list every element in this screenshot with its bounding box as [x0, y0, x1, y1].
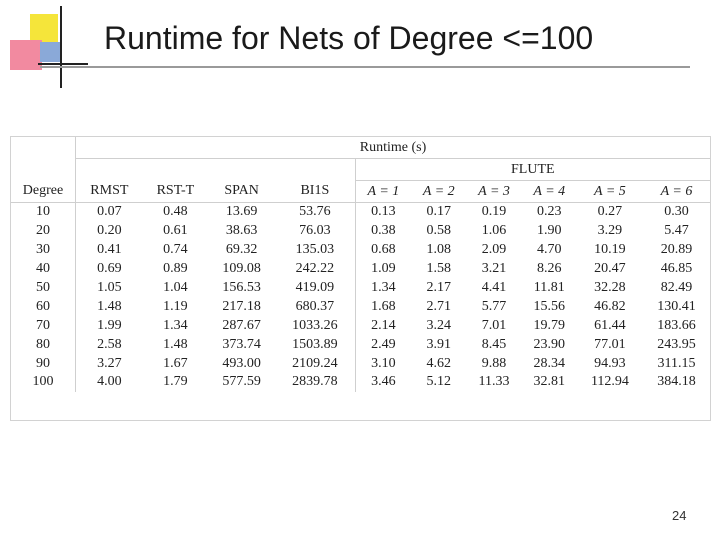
header-runtime-group: Runtime (s): [76, 137, 711, 159]
runtime-cell: 4.70: [537, 242, 562, 258]
table-row: [11, 373, 710, 392]
degree-cell: 20: [36, 223, 50, 239]
runtime-cell: 419.09: [295, 280, 335, 295]
table-row: [11, 203, 710, 222]
runtime-cell: 577.59: [222, 374, 261, 390]
runtime-cell: 130.41: [657, 298, 696, 314]
runtime-cell: 1.08: [426, 242, 452, 258]
runtime-cell: 0.48: [163, 204, 188, 220]
degree-cell: 90: [36, 355, 50, 371]
runtime-cell: 4.00: [76, 373, 143, 392]
runtime-cell: 156.53: [222, 280, 261, 295]
runtime-cell: 61.44: [594, 317, 626, 333]
table-row: [11, 354, 710, 373]
runtime-cell: 7.01: [481, 317, 507, 333]
runtime-cell: 38.63: [225, 223, 258, 239]
title-divider: [40, 66, 690, 68]
runtime-cell: 1.90: [537, 223, 562, 239]
runtime-cell: 183.66: [657, 317, 696, 333]
column-header: Degree: [11, 181, 76, 203]
runtime-cell: 0.61: [163, 223, 188, 239]
runtime-cell: 1.99: [76, 316, 143, 335]
runtime-cell: 373.74: [222, 336, 261, 352]
runtime-cell: 3.10: [355, 354, 411, 373]
runtime-cell: 217.18: [222, 298, 261, 314]
runtime-cell: 5.12: [426, 374, 452, 390]
runtime-cell: 311.15: [657, 355, 696, 371]
runtime-cell: 23.90: [533, 336, 566, 352]
header-empty-cell: [76, 159, 356, 181]
header-row-columns: [11, 181, 710, 203]
runtime-cell: 20.47: [594, 261, 626, 277]
runtime-cell: 1.05: [76, 279, 143, 298]
runtime-cell: 1.67: [163, 355, 188, 371]
column-header: A = 2: [411, 181, 466, 203]
table-row: [11, 316, 710, 335]
runtime-cell: 3.46: [355, 373, 411, 392]
runtime-cell: 10.19: [594, 242, 626, 258]
table-body: [11, 203, 710, 392]
runtime-cell: 0.69: [76, 260, 143, 279]
column-header: A = 4: [522, 181, 577, 203]
runtime-cell: 69.32: [225, 242, 258, 258]
runtime-cell: 2.09: [481, 242, 507, 258]
logo-pink-square: [10, 40, 42, 70]
header-flute-group: FLUTE: [355, 159, 710, 181]
runtime-cell: 0.17: [426, 204, 452, 220]
runtime-cell: 11.33: [478, 374, 510, 390]
runtime-cell: 28.34: [533, 355, 566, 371]
runtime-cell: 2.17: [426, 280, 452, 295]
runtime-cell: 3.21: [481, 261, 507, 277]
runtime-cell: 1.34: [163, 317, 188, 333]
runtime-cell: 2.49: [355, 335, 411, 354]
runtime-cell: 15.56: [533, 298, 566, 314]
runtime-cell: 53.76: [299, 204, 331, 220]
runtime-cell: 1.09: [355, 260, 411, 279]
runtime-cell: 0.74: [163, 242, 188, 258]
runtime-cell: 8.26: [537, 261, 562, 277]
runtime-cell: 1.04: [163, 280, 188, 295]
runtime-cell: 384.18: [657, 374, 696, 390]
runtime-cell: 680.37: [295, 298, 335, 314]
runtime-cell: 1.34: [355, 279, 411, 298]
table-row: [11, 279, 710, 298]
runtime-cell: 1.68: [355, 297, 411, 316]
runtime-cell: 20.89: [660, 242, 693, 258]
runtime-cell: 1.19: [163, 298, 188, 314]
runtime-cell: 2839.78: [292, 374, 338, 390]
degree-cell: 80: [36, 336, 50, 352]
runtime-cell: 13.69: [225, 204, 258, 220]
runtime-cell: 243.95: [657, 336, 696, 352]
runtime-cell: 1033.26: [292, 317, 338, 333]
runtime-cell: 1.48: [76, 297, 143, 316]
runtime-cell: 82.49: [660, 280, 693, 295]
column-header: A = 6: [643, 181, 710, 203]
degree-cell: 70: [36, 317, 50, 333]
runtime-cell: 135.03: [295, 242, 335, 258]
table-row: [11, 335, 710, 354]
runtime-cell: 0.58: [426, 223, 452, 239]
runtime-cell: 32.81: [533, 374, 566, 390]
degree-cell: 10: [36, 204, 50, 220]
runtime-cell: 0.41: [76, 241, 143, 260]
runtime-cell: 46.85: [660, 261, 693, 277]
page-number: 24: [672, 508, 687, 523]
table-row: [11, 241, 710, 260]
table-row: [11, 222, 710, 241]
column-header: A = 1: [355, 181, 411, 203]
runtime-cell: 0.89: [163, 261, 188, 277]
runtime-cell: 8.45: [481, 336, 507, 352]
runtime-cell: 3.29: [597, 223, 623, 239]
runtime-cell: 109.08: [222, 261, 261, 277]
degree-cell: 100: [32, 374, 54, 390]
runtime-cell: 4.41: [481, 280, 507, 295]
header-row-group: [11, 137, 710, 159]
runtime-cell: 2.71: [426, 298, 452, 314]
runtime-cell: 1.58: [426, 261, 452, 277]
runtime-cell: 1503.89: [292, 336, 338, 352]
runtime-table: [11, 137, 710, 392]
runtime-cell: 112.94: [590, 374, 629, 390]
runtime-cell: 2109.24: [292, 355, 338, 371]
runtime-cell: 19.79: [533, 317, 566, 333]
runtime-cell: 0.38: [355, 222, 411, 241]
runtime-cell: 76.03: [299, 223, 331, 239]
runtime-cell: 4.62: [426, 355, 452, 371]
runtime-cell: 77.01: [594, 336, 626, 352]
runtime-cell: 46.82: [594, 298, 626, 314]
runtime-cell: 9.88: [481, 355, 507, 371]
runtime-cell: 94.93: [594, 355, 626, 371]
header-empty-cell: [11, 159, 76, 181]
runtime-cell: 0.13: [355, 203, 411, 222]
header-row-subgroup: [11, 159, 710, 181]
column-header: RMST: [76, 181, 143, 203]
runtime-cell: 1.79: [163, 374, 188, 390]
runtime-cell: 3.24: [426, 317, 452, 333]
logo-yellow-square: [30, 14, 58, 44]
degree-cell: 60: [36, 298, 50, 314]
degree-cell: 40: [36, 261, 50, 277]
header-empty-cell: [11, 137, 76, 159]
runtime-cell: 0.07: [76, 203, 143, 222]
runtime-cell: 2.14: [355, 316, 411, 335]
table-row: [11, 297, 710, 316]
runtime-cell: 493.00: [222, 355, 261, 371]
runtime-cell: 0.68: [355, 241, 411, 260]
runtime-cell: 3.91: [426, 336, 452, 352]
runtime-cell: 287.67: [222, 317, 261, 333]
column-header: BI1S: [275, 181, 355, 203]
runtime-table-container: [10, 136, 711, 421]
column-header: RST-T: [143, 181, 208, 203]
slide-title: Runtime for Nets of Degree <=100: [104, 20, 594, 56]
slide-logo-decoration: [0, 0, 100, 95]
degree-cell: 50: [36, 280, 50, 295]
runtime-cell: 0.27: [597, 204, 623, 220]
runtime-cell: 1.48: [163, 336, 188, 352]
column-header: SPAN: [208, 181, 275, 203]
logo-blue-square: [40, 42, 60, 62]
runtime-cell: 32.28: [594, 280, 626, 295]
column-header: A = 5: [577, 181, 643, 203]
table-row: [11, 260, 710, 279]
runtime-cell: 242.22: [295, 261, 335, 277]
runtime-cell: 1.06: [481, 223, 507, 239]
degree-cell: 30: [36, 242, 50, 258]
runtime-cell: 2.58: [76, 335, 143, 354]
runtime-cell: 0.20: [76, 222, 143, 241]
runtime-cell: 3.27: [76, 354, 143, 373]
runtime-cell: 0.23: [537, 204, 562, 220]
runtime-cell: 0.19: [481, 204, 507, 220]
runtime-cell: 0.30: [664, 204, 689, 220]
runtime-cell: 5.47: [664, 223, 689, 239]
runtime-cell: 5.77: [481, 298, 507, 314]
runtime-cell: 11.81: [533, 280, 565, 295]
column-header: A = 3: [466, 181, 521, 203]
